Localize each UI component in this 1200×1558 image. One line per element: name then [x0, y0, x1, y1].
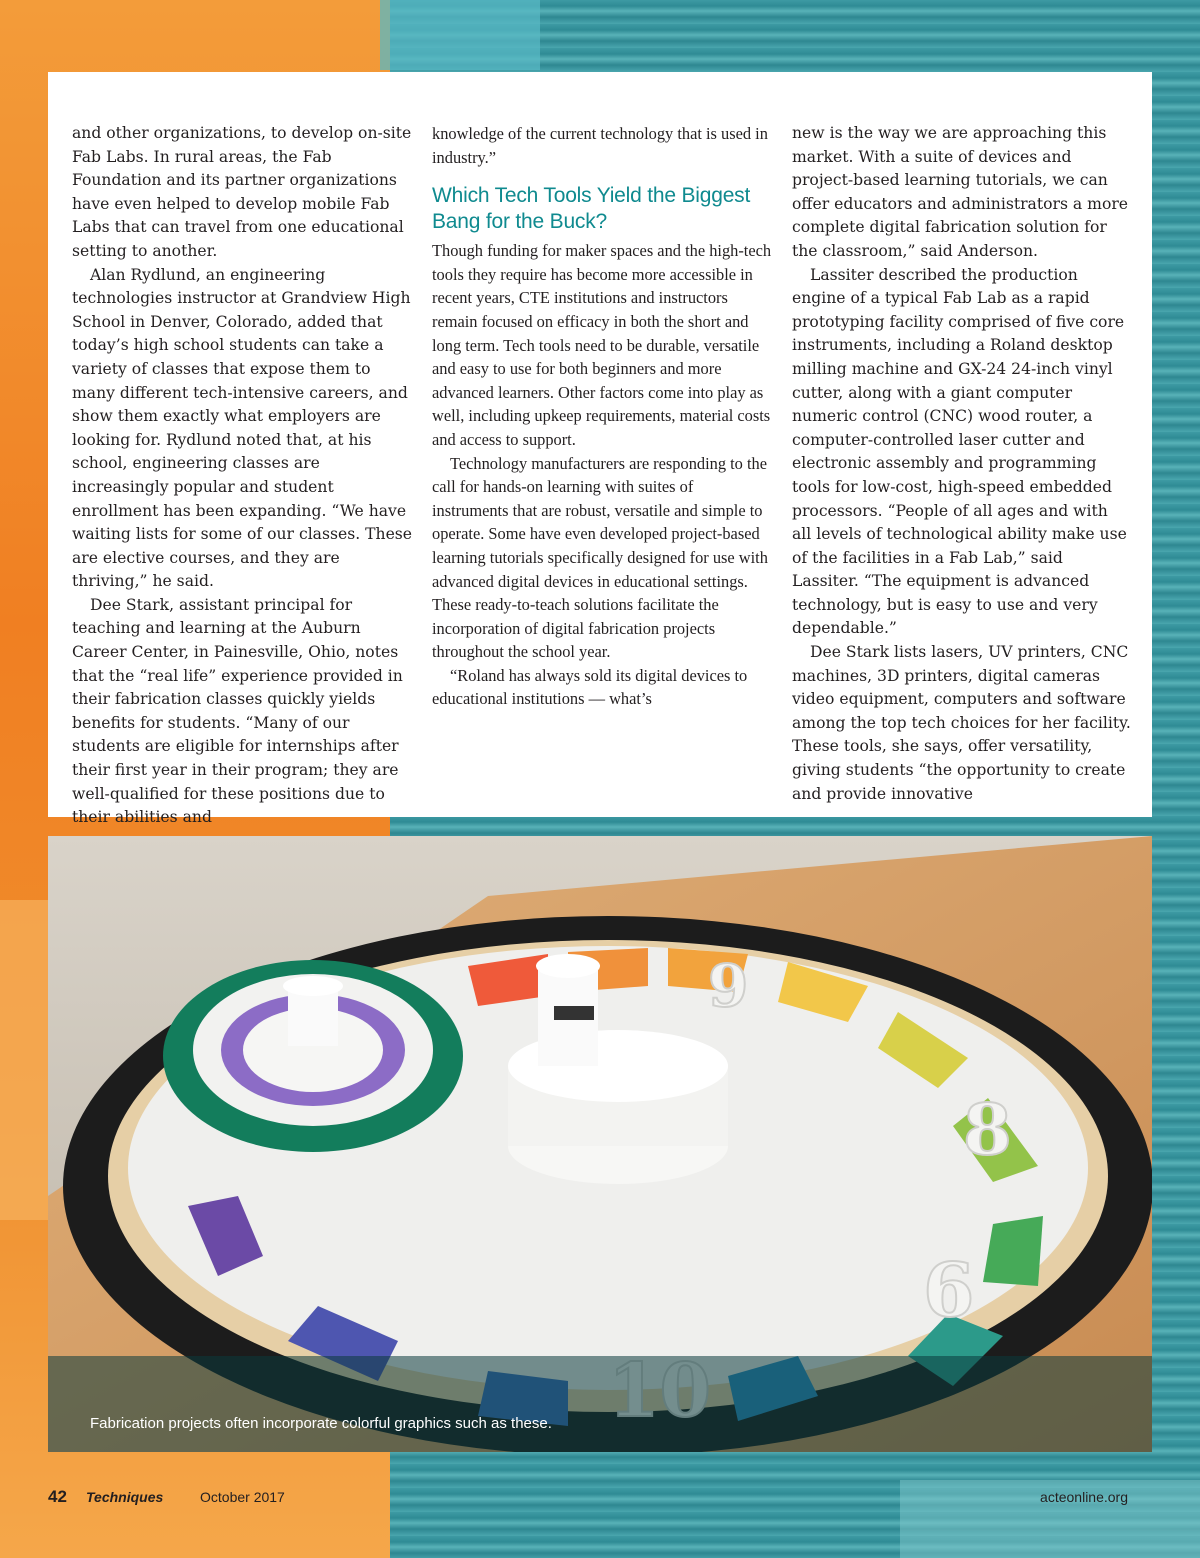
- wheel-number: 6: [923, 1248, 975, 1334]
- paragraph: “Roland has always sold its digital devices to educational institutions — what’s: [432, 665, 748, 709]
- paragraph: Alan Rydlund, an engineering technologies instructor at Grandview High School in Denver, Colorado, added that today’s high school students can take a variety of classes that expose them to many different tech-intensive careers, and show them exactly what employers are looking for. Rydlund noted that, at his school, engineering classes are increasingly popular and student enrollment has been expanding. “We have waiting lists for some of our classes. These are elective courses, and they are thriving,” he said.: [72, 265, 413, 591]
- paragraph: Technology manufacturers are responding to the call for hands-on learning with suites of instruments that are robust, versatile and simple to operate. Some have even developed project-based learning tutorials specifically designed for use with advanced digital devices in educational settings. These ready-to-teach solutions facilitate the incorporation of digital fabrication projects throughout the school year.: [432, 453, 768, 662]
- wheel-number: 8: [963, 1088, 1012, 1171]
- website-link[interactable]: acteonline.org: [1040, 1489, 1128, 1505]
- article-photo: [48, 836, 1152, 1452]
- paragraph: knowledge of the current technology that is used in industry.”: [432, 124, 768, 167]
- page-number: 42: [48, 1487, 67, 1506]
- article-column-3: [792, 122, 1132, 806]
- paragraph: Dee Stark lists lasers, UV printers, CNC machines, 3D printers, digital cameras video equipment, computers and software among the top tech choices for her facility. These tools, she says, offer versatility, giving students “the opportunity to create and provide innovative: [792, 643, 1131, 803]
- article-text-panel: [48, 72, 1152, 827]
- article-column-1: [72, 122, 414, 830]
- issue-date: October 2017: [200, 1489, 285, 1505]
- photo-caption: Fabrication projects often incorporate colorful graphics such as these.: [90, 1415, 552, 1432]
- paragraph: new is the way we are approaching this market. With a suite of devices and project-based learning tutorials, we can offer educators and administrators a more complete digital fabrication solution for the classroom,” said Anderson.: [792, 124, 1129, 260]
- mini-color-wheel: [163, 960, 463, 1152]
- background-accent-block: [380, 0, 540, 70]
- paragraph: Dee Stark, assistant principal for teaching and learning at the Auburn Career Center, in Painesville, Ohio, notes that the “real life” experience provided in their fabrication classes quickly yields benefits for students. “Many of our students are eligible for internships after their first year in their program; they are well-qualified for these positions due to their abilities and: [72, 595, 403, 827]
- color-wheel-photo: [48, 836, 1152, 1452]
- wheel-number: 9: [708, 952, 749, 1020]
- magazine-name: Techniques: [86, 1489, 164, 1505]
- article-column-2: [432, 122, 772, 711]
- paragraph: and other organizations, to develop on-site Fab Labs. In rural areas, the Fab Foundation and its partner organizations have even helped to develop mobile Fab Labs that can travel from one educational setting to another.: [72, 124, 412, 260]
- section-subhead: Which Tech Tools Yield the Biggest Bang for the Buck?: [432, 184, 751, 234]
- paragraph: Though funding for maker spaces and the high-tech tools they require has become more accessible in recent years, CTE institutions and instructors remain focused on efficacy in both the short and long term. Tech tools need to be durable, versatile and easy to use for both beginners and more advanced learners. Other factors come into play as well, including upkeep requirements, material costs and access to support.: [432, 241, 772, 449]
- caption-band: [48, 1356, 1152, 1452]
- page-footer: [48, 1487, 1152, 1511]
- paragraph: Lassiter described the production engine of a typical Fab Lab as a rapid prototyping facility comprised of five core instruments, including a Roland desktop milling machine and GX-24 24-inch vinyl cutter, along with a giant computer numeric control (CNC) wood router, a computer-controlled laser cutter and electronic assembly and programming tools for low-cost, high-speed embedded processors. “People of all ages and with all levels of technological ability make use of the facilities in a Fab Lab,” said Lassiter. “The equipment is advanced technology, but is easy to use and very dependable.”: [792, 265, 1127, 638]
